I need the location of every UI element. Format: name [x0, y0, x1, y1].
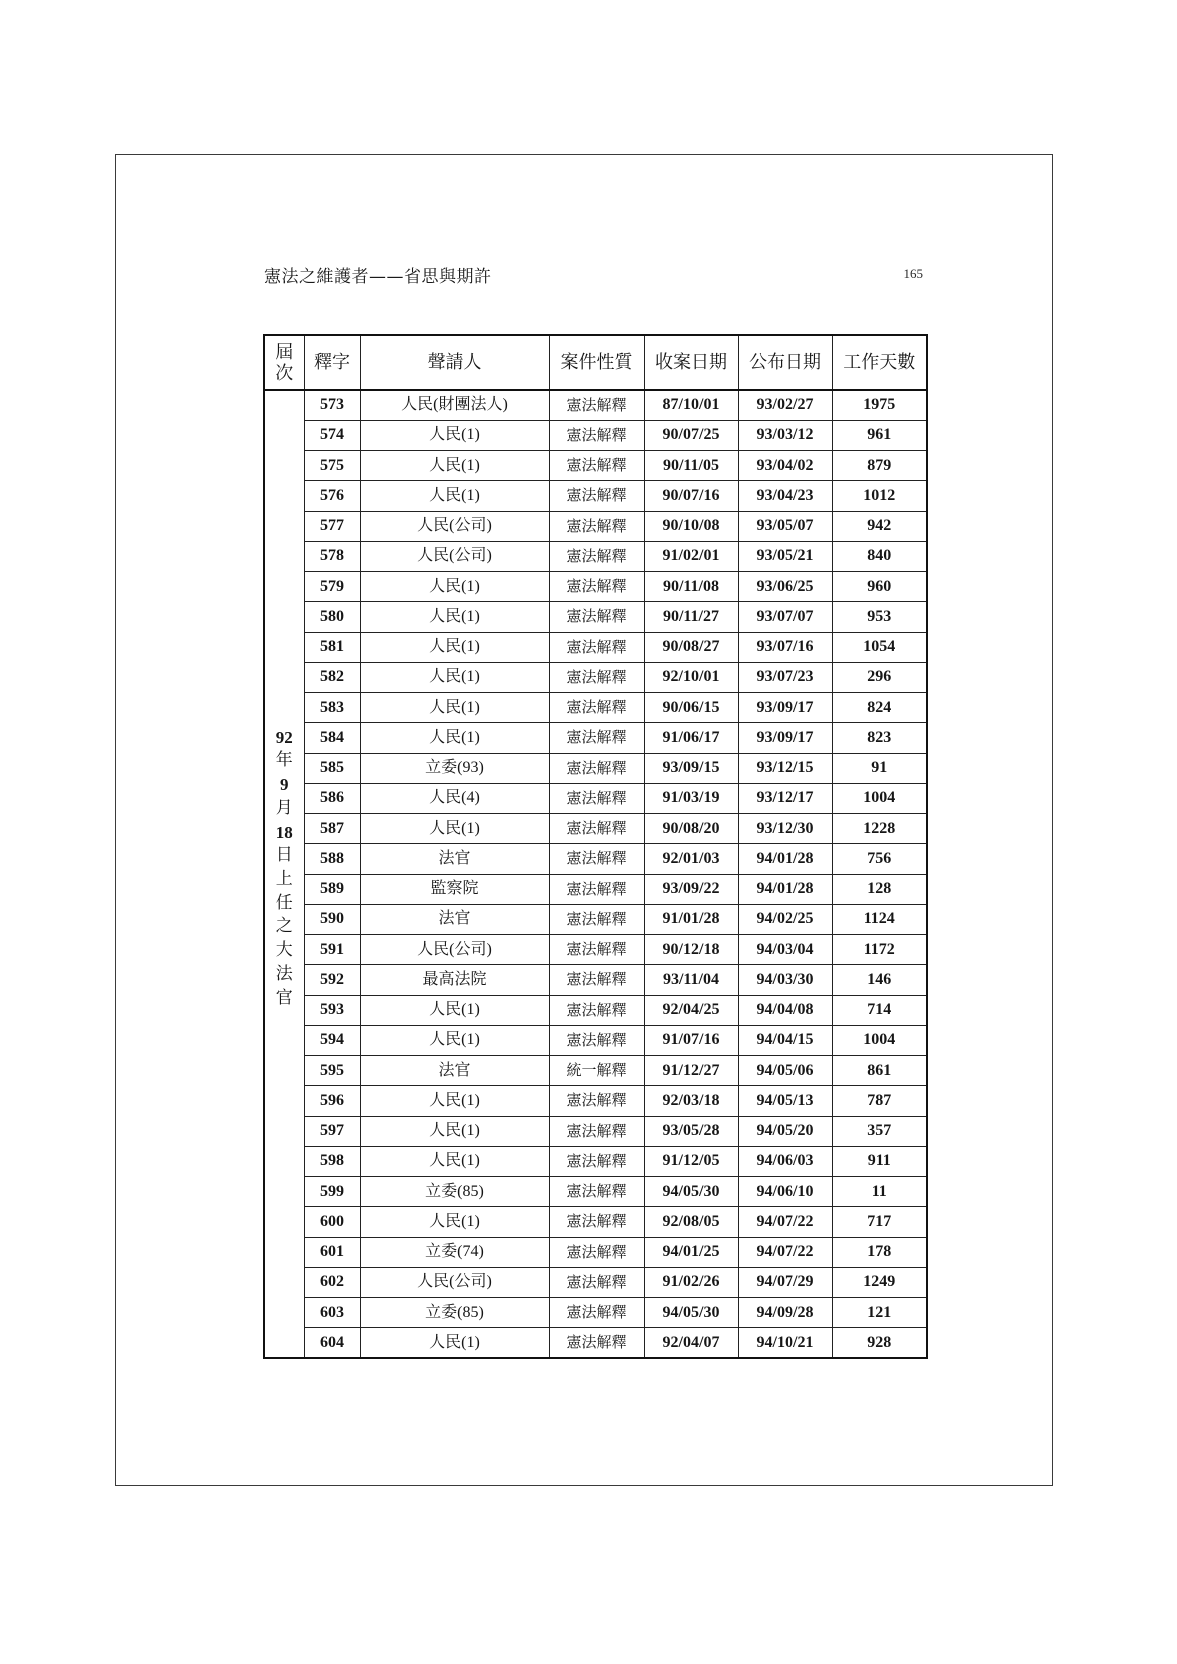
cell-case-type: 憲法解釋: [549, 904, 644, 934]
cell-petitioner: 監察院: [360, 874, 549, 904]
cell-announced-date: 94/07/22: [738, 1207, 832, 1237]
cell-work-days: 756: [832, 844, 927, 874]
cell-announced-date: 93/09/17: [738, 723, 832, 753]
cell-interpretation-no: 583: [304, 693, 360, 723]
cell-case-type: 憲法解釋: [549, 693, 644, 723]
cell-interpretation-no: 585: [304, 753, 360, 783]
table-row: [264, 572, 927, 602]
interpretation-table: [263, 334, 928, 1359]
cell-case-type: 憲法解釋: [549, 1207, 644, 1237]
cell-announced-date: 93/05/21: [738, 541, 832, 571]
cell-work-days: 942: [832, 511, 927, 541]
cell-petitioner: 人民(1): [360, 1116, 549, 1146]
cell-interpretation-no: 599: [304, 1177, 360, 1207]
cell-announced-date: 94/04/15: [738, 1025, 832, 1055]
cell-announced-date: 93/06/25: [738, 572, 832, 602]
table-header-row: [264, 335, 927, 390]
running-header: [264, 262, 925, 286]
cell-interpretation-no: 594: [304, 1025, 360, 1055]
table-body: [264, 390, 927, 1358]
cell-case-type: 憲法解釋: [549, 935, 644, 965]
cell-announced-date: 93/03/12: [738, 420, 832, 450]
table-row: [264, 1025, 927, 1055]
table-row: [264, 814, 927, 844]
cell-work-days: 1012: [832, 481, 927, 511]
cell-case-type: 憲法解釋: [549, 1086, 644, 1116]
cell-announced-date: 94/05/20: [738, 1116, 832, 1146]
cell-petitioner: 人民(1): [360, 572, 549, 602]
header-petitioner: 聲請人: [360, 335, 549, 390]
cell-case-type: 憲法解釋: [549, 995, 644, 1025]
cell-petitioner: 人民(1): [360, 662, 549, 692]
cell-petitioner: 最高法院: [360, 965, 549, 995]
cell-petitioner: 人民(公司): [360, 541, 549, 571]
table-row: [264, 1177, 927, 1207]
cell-received-date: 92/01/03: [644, 844, 738, 874]
cell-work-days: 717: [832, 1207, 927, 1237]
cell-interpretation-no: 581: [304, 632, 360, 662]
cell-work-days: 128: [832, 874, 927, 904]
cell-petitioner: 人民(公司): [360, 1267, 549, 1297]
table-row: [264, 602, 927, 632]
cell-case-type: 憲法解釋: [549, 1298, 644, 1328]
cell-work-days: 1004: [832, 783, 927, 813]
cell-received-date: 91/01/28: [644, 904, 738, 934]
table-row: [264, 723, 927, 753]
cell-interpretation-no: 600: [304, 1207, 360, 1237]
page-number: 165: [903, 266, 923, 281]
cell-work-days: 928: [832, 1328, 927, 1358]
cell-announced-date: 94/03/04: [738, 935, 832, 965]
table-row: [264, 541, 927, 571]
cell-announced-date: 94/01/28: [738, 844, 832, 874]
cell-work-days: 960: [832, 572, 927, 602]
cell-petitioner: 法官: [360, 844, 549, 874]
cell-case-type: 憲法解釋: [549, 390, 644, 420]
cell-received-date: 90/11/27: [644, 602, 738, 632]
table-row: [264, 844, 927, 874]
cell-petitioner: 人民(1): [360, 723, 549, 753]
cell-interpretation-no: 582: [304, 662, 360, 692]
cell-received-date: 93/11/04: [644, 965, 738, 995]
cell-interpretation-no: 575: [304, 451, 360, 481]
cell-case-type: 憲法解釋: [549, 753, 644, 783]
term-label: 92 年 9 月 18 日 上 任 之 大 法 官: [275, 727, 293, 1008]
cell-petitioner: 法官: [360, 904, 549, 934]
header-case-type: 案件性質: [549, 335, 644, 390]
cell-case-type: 憲法解釋: [549, 783, 644, 813]
cell-petitioner: 人民(1): [360, 814, 549, 844]
cell-interpretation-no: 574: [304, 420, 360, 450]
cell-work-days: 178: [832, 1237, 927, 1267]
cell-announced-date: 93/02/27: [738, 390, 832, 420]
cell-announced-date: 94/02/25: [738, 904, 832, 934]
cell-work-days: 714: [832, 995, 927, 1025]
cell-received-date: 93/05/28: [644, 1116, 738, 1146]
cell-interpretation-no: 577: [304, 511, 360, 541]
cell-work-days: 823: [832, 723, 927, 753]
cell-work-days: 1172: [832, 935, 927, 965]
cell-announced-date: 93/04/02: [738, 451, 832, 481]
cell-received-date: 93/09/15: [644, 753, 738, 783]
cell-interpretation-no: 589: [304, 874, 360, 904]
cell-work-days: 953: [832, 602, 927, 632]
cell-announced-date: 94/10/21: [738, 1328, 832, 1358]
header-term: [264, 335, 304, 390]
cell-received-date: 91/12/27: [644, 1056, 738, 1086]
cell-announced-date: 93/09/17: [738, 693, 832, 723]
cell-petitioner: 人民(1): [360, 632, 549, 662]
cell-interpretation-no: 578: [304, 541, 360, 571]
header-work-days: 工作天數: [832, 335, 927, 390]
cell-received-date: 91/02/01: [644, 541, 738, 571]
cell-announced-date: 93/07/23: [738, 662, 832, 692]
cell-work-days: 861: [832, 1056, 927, 1086]
cell-work-days: 1004: [832, 1025, 927, 1055]
table-row: [264, 1237, 927, 1267]
cell-case-type: 憲法解釋: [549, 814, 644, 844]
cell-announced-date: 94/05/13: [738, 1086, 832, 1116]
table-row: [264, 935, 927, 965]
cell-received-date: 91/06/17: [644, 723, 738, 753]
cell-received-date: 87/10/01: [644, 390, 738, 420]
cell-received-date: 91/07/16: [644, 1025, 738, 1055]
cell-work-days: 961: [832, 420, 927, 450]
cell-petitioner: 人民(1): [360, 451, 549, 481]
cell-interpretation-no: 580: [304, 602, 360, 632]
cell-work-days: 840: [832, 541, 927, 571]
cell-announced-date: 93/12/17: [738, 783, 832, 813]
cell-petitioner: 人民(公司): [360, 511, 549, 541]
cell-interpretation-no: 587: [304, 814, 360, 844]
cell-interpretation-no: 579: [304, 572, 360, 602]
cell-announced-date: 93/07/16: [738, 632, 832, 662]
cell-interpretation-no: 596: [304, 1086, 360, 1116]
table-row: [264, 481, 927, 511]
table-row: [264, 1086, 927, 1116]
cell-interpretation-no: 601: [304, 1237, 360, 1267]
cell-received-date: 94/05/30: [644, 1298, 738, 1328]
cell-received-date: 90/08/27: [644, 632, 738, 662]
cell-received-date: 90/11/05: [644, 451, 738, 481]
cell-interpretation-no: 573: [304, 390, 360, 420]
cell-announced-date: 94/01/28: [738, 874, 832, 904]
cell-case-type: 憲法解釋: [549, 511, 644, 541]
cell-work-days: 296: [832, 662, 927, 692]
table-row: [264, 662, 927, 692]
cell-petitioner: 人民(財團法人): [360, 390, 549, 420]
cell-case-type: 憲法解釋: [549, 602, 644, 632]
cell-work-days: 11: [832, 1177, 927, 1207]
cell-work-days: 1124: [832, 904, 927, 934]
cell-received-date: 91/03/19: [644, 783, 738, 813]
cell-announced-date: 93/07/07: [738, 602, 832, 632]
cell-petitioner: 人民(1): [360, 1086, 549, 1116]
cell-announced-date: 94/03/30: [738, 965, 832, 995]
cell-announced-date: 93/04/23: [738, 481, 832, 511]
cell-received-date: 93/09/22: [644, 874, 738, 904]
cell-interpretation-no: 586: [304, 783, 360, 813]
cell-received-date: 92/04/07: [644, 1328, 738, 1358]
cell-petitioner: 人民(公司): [360, 935, 549, 965]
cell-work-days: 1249: [832, 1267, 927, 1297]
cell-petitioner: 立委(85): [360, 1177, 549, 1207]
table-row: [264, 1207, 927, 1237]
cell-work-days: 1054: [832, 632, 927, 662]
cell-announced-date: 94/05/06: [738, 1056, 832, 1086]
table-row: [264, 693, 927, 723]
table-row: [264, 390, 927, 420]
cell-interpretation-no: 597: [304, 1116, 360, 1146]
cell-case-type: 憲法解釋: [549, 1177, 644, 1207]
cell-petitioner: 人民(1): [360, 1328, 549, 1358]
table-row: [264, 451, 927, 481]
cell-received-date: 92/03/18: [644, 1086, 738, 1116]
cell-interpretation-no: 603: [304, 1298, 360, 1328]
cell-case-type: 憲法解釋: [549, 451, 644, 481]
cell-petitioner: 人民(1): [360, 420, 549, 450]
cell-announced-date: 94/09/28: [738, 1298, 832, 1328]
cell-case-type: 憲法解釋: [549, 1116, 644, 1146]
cell-case-type: 憲法解釋: [549, 662, 644, 692]
cell-case-type: 憲法解釋: [549, 1267, 644, 1297]
header-term-label: 屆次: [275, 341, 294, 384]
table-row: [264, 1146, 927, 1176]
header-interpretation-no: 釋字: [304, 335, 360, 390]
cell-petitioner: 人民(1): [360, 693, 549, 723]
cell-interpretation-no: 590: [304, 904, 360, 934]
cell-received-date: 90/10/08: [644, 511, 738, 541]
cell-announced-date: 94/06/10: [738, 1177, 832, 1207]
cell-announced-date: 94/07/29: [738, 1267, 832, 1297]
table-row: [264, 1056, 927, 1086]
cell-interpretation-no: 595: [304, 1056, 360, 1086]
cell-interpretation-no: 602: [304, 1267, 360, 1297]
cell-work-days: 824: [832, 693, 927, 723]
table-row: [264, 1267, 927, 1297]
cell-case-type: 憲法解釋: [549, 1328, 644, 1358]
cell-case-type: 憲法解釋: [549, 1146, 644, 1176]
cell-work-days: 879: [832, 451, 927, 481]
table-row: [264, 632, 927, 662]
cell-announced-date: 94/07/22: [738, 1237, 832, 1267]
cell-work-days: 1228: [832, 814, 927, 844]
cell-petitioner: 立委(85): [360, 1298, 549, 1328]
cell-received-date: 90/07/16: [644, 481, 738, 511]
cell-announced-date: 93/12/15: [738, 753, 832, 783]
cell-petitioner: 人民(1): [360, 602, 549, 632]
cell-announced-date: 94/06/03: [738, 1146, 832, 1176]
cell-case-type: 憲法解釋: [549, 420, 644, 450]
cell-case-type: 憲法解釋: [549, 632, 644, 662]
table-row: [264, 904, 927, 934]
cell-interpretation-no: 588: [304, 844, 360, 874]
cell-case-type: 憲法解釋: [549, 844, 644, 874]
cell-work-days: 787: [832, 1086, 927, 1116]
cell-received-date: 92/08/05: [644, 1207, 738, 1237]
cell-case-type: 憲法解釋: [549, 965, 644, 995]
table-row: [264, 965, 927, 995]
term-cell: [264, 390, 304, 1358]
cell-case-type: 憲法解釋: [549, 723, 644, 753]
cell-work-days: 146: [832, 965, 927, 995]
table-row: [264, 783, 927, 813]
cell-work-days: 121: [832, 1298, 927, 1328]
cell-petitioner: 人民(1): [360, 481, 549, 511]
cell-work-days: 911: [832, 1146, 927, 1176]
table-row: [264, 995, 927, 1025]
running-title: 憲法之維護者——省思與期許: [264, 266, 492, 287]
cell-case-type: 憲法解釋: [549, 1237, 644, 1267]
cell-interpretation-no: 591: [304, 935, 360, 965]
cell-received-date: 94/05/30: [644, 1177, 738, 1207]
cell-interpretation-no: 592: [304, 965, 360, 995]
cell-petitioner: 人民(1): [360, 1146, 549, 1176]
cell-announced-date: 94/04/08: [738, 995, 832, 1025]
cell-case-type: 憲法解釋: [549, 1025, 644, 1055]
cell-petitioner: 立委(93): [360, 753, 549, 783]
cell-received-date: 92/04/25: [644, 995, 738, 1025]
cell-petitioner: 立委(74): [360, 1237, 549, 1267]
cell-received-date: 90/08/20: [644, 814, 738, 844]
table-row: [264, 874, 927, 904]
cell-interpretation-no: 598: [304, 1146, 360, 1176]
cell-petitioner: 人民(1): [360, 995, 549, 1025]
header-received-date: 收案日期: [644, 335, 738, 390]
cell-received-date: 90/06/15: [644, 693, 738, 723]
cell-received-date: 92/10/01: [644, 662, 738, 692]
cell-received-date: 91/02/26: [644, 1267, 738, 1297]
table-row: [264, 1328, 927, 1358]
cell-petitioner: 人民(4): [360, 783, 549, 813]
table-row: [264, 1116, 927, 1146]
cell-case-type: 憲法解釋: [549, 541, 644, 571]
table-row: [264, 1298, 927, 1328]
table-row: [264, 420, 927, 450]
cell-received-date: 90/11/08: [644, 572, 738, 602]
cell-interpretation-no: 584: [304, 723, 360, 753]
cell-case-type: 憲法解釋: [549, 481, 644, 511]
cell-work-days: 91: [832, 753, 927, 783]
header-announced-date: 公布日期: [738, 335, 832, 390]
cell-interpretation-no: 593: [304, 995, 360, 1025]
cell-petitioner: 人民(1): [360, 1207, 549, 1237]
cell-received-date: 90/12/18: [644, 935, 738, 965]
cell-work-days: 357: [832, 1116, 927, 1146]
cell-case-type: 憲法解釋: [549, 874, 644, 904]
cell-received-date: 90/07/25: [644, 420, 738, 450]
cell-received-date: 94/01/25: [644, 1237, 738, 1267]
cell-petitioner: 人民(1): [360, 1025, 549, 1055]
cell-case-type: 憲法解釋: [549, 572, 644, 602]
cell-interpretation-no: 576: [304, 481, 360, 511]
table-row: [264, 753, 927, 783]
cell-case-type: 統一解釋: [549, 1056, 644, 1086]
cell-work-days: 1975: [832, 390, 927, 420]
cell-announced-date: 93/12/30: [738, 814, 832, 844]
table-row: [264, 511, 927, 541]
cell-announced-date: 93/05/07: [738, 511, 832, 541]
cell-interpretation-no: 604: [304, 1328, 360, 1358]
cell-received-date: 91/12/05: [644, 1146, 738, 1176]
cell-petitioner: 法官: [360, 1056, 549, 1086]
